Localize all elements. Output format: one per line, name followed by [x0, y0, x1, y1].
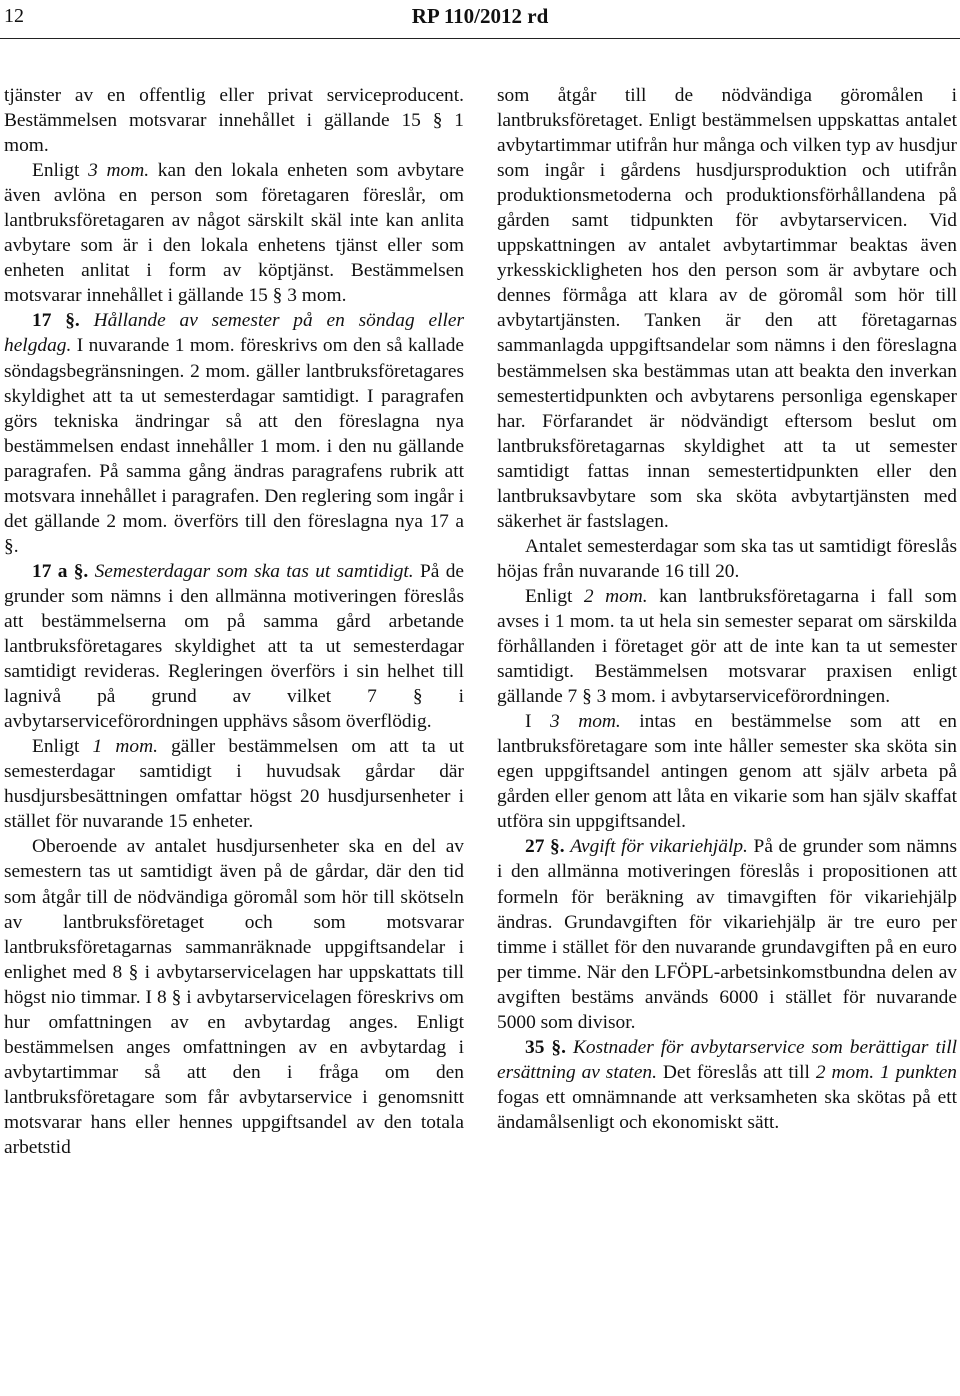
paragraph: tjänster av en offentlig eller privat serviceproducent. Bestämmelsen motsvarar innehållet i gällande 15 § 1 mom. [4, 85, 464, 157]
paragraph: Enligt 1 mom. gäller bestämmelsen om att ta ut semesterdagar samtidigt i huvudsak gårdar där husdjursbesättningen omfattar högst 20 husdjursenheter i stället för nuvarande 15 enheter. [4, 736, 465, 833]
document-title: RP 110/2012 rd [411, 4, 549, 28]
left-column [4, 83, 464, 1160]
paragraph: 17 §. Hållande av semester på en söndag eller helgdag. I nuvarande 1 mom. föreskrivs om den så kallade söndagsbegränsningen. 2 mom. gäller lantbruksföretagares skyldighet att ta ut semesterdagar samtidigt. I paragrafen görs tekniska ändringar så att den föreslagna nya bestämmelsen endast innehåller 1 mom. i den nu gällande paragrafen. På samma gång ändras paragrafens rubrik att motsvara innehållet i paragrafen. Den reglering som ingår i det gällande 2 mom. överförs till den föreslagna nya 17 a §. [4, 310, 464, 557]
paragraph: Antalet semesterdagar som ska tas ut samtidigt föreslås höjas från nuvarande 16 till 20. [497, 535, 957, 582]
paragraph: 27 §. Avgift för vikariehjälp. På de grunder som nämns i den allmänna motiveringen föreslås i propositionen att formeln för beräkning av timavgiften för vikariehjälp ändras. Grundavgiften för vikariehjälp är tre euro per timme i stället för den nuvarande grundavgiften på en euro per timme. När den LFÖPL-arbetsinkomstbundna delen av avgiften bestäms används 6000 i stället för nuvarande 5000 som divisor. [497, 836, 958, 1033]
paragraph: Oberoende av antalet husdjursenheter ska en del av semestern tas ut samtidigt även på de gårdar, där den tid som åtgår till de nödvändiga göromål som hör till skötseln av lantbruksföretaget och som motsvarar lantbruksföretagarnas sammanräknade uppgiftsandelar i enlighet med 8 § i avbytarservicelagen har uppskattats till högst nio timmar. I 8 § i avbytarservicelagen föreskrivs om hur omfattningen av en avbytardag anges. Enligt bestämmelsen anges omfattningen av en avbytardag i avbytartimmar så att den i fråga om den lantbruksföretagare som får avbytarservice i genomsnitt motsvarar hans eller hennes uppgiftsandel av den totala arbetstid [4, 836, 464, 1158]
paragraph: 35 §. Kostnader för avbytarservice som berättigar till ersättning av staten. Det föreslås att till 2 mom. 1 punkten fogas ett omnämnande att verksamheten ska skötas på ett ändamålsenligt och ekonomiskt sätt. [497, 1036, 958, 1133]
paragraph: 17 a §. Semesterdagar som ska tas ut samtidigt. På de grunder som nämns i den allmänna motiveringen föreslås att bestämmelserna om på samma gård arbetande lantbruksföretagares skyldighet att ta ut semesterdagar samtidigt revideras. Regleringen överförs i sin helhet till lagnivå på grund av vilket 7 § i avbytarserviceförordningen upphävs såsom överflödig. [4, 560, 464, 733]
paragraph: som åtgår till de nödvändiga göromålen i lantbruksföretaget. Enligt bestämmelsen uppskattas antalet avbytartimmar utifrån hur många och vilken typ av husdjur som ingår i gårdens husdjursproduktion och utifrån produktionsmetoderna och produktionsförhållandena på gården samt tidpunkten för avbytarservicen. Vid uppskattningen av antalet avbytartimmar beaktas även yrkesskickligheten hos den person som är avbytare och dennes förmåga att klara av de göromål som hör till avbytartjänsten. Tanken är den att företagarnas sammanlagda uppgiftsandelar som nämns i den föreslagna bestämmelsen ska bestämmas utan att beakta den inverkan semestertidpunkten och avbytarens personliga egenskaper har. Förfarandet är nödvändigt eftersom beslut om lantbruksföretagarnas skyldighet att ta ut semester samtidigt fattas innan semestertidpunkten eller den lantbruksavbytare som ska sköta avbytartjänsten med säkerhet är fastslagen. [497, 85, 957, 532]
header-rule [0, 38, 960, 39]
page-header [0, 0, 960, 40]
paragraph: Enligt 3 mom. kan den lokala enheten som avbytare även avlöna en person som företagaren föreslår, om lantbruksföretagaren av något särskilt skäl inte kan anlita avbytare som är i den lokala enhetens tjänst eller som enheten anlitat i form av köptjänst. Bestämmelsen motsvarar innehållet i gällande 15 § 3 mom. [4, 160, 465, 307]
page-number: 12 [4, 5, 24, 27]
paragraph: Enligt 2 mom. kan lantbruksföretagarna i fall som avses i 1 mom. ta ut hela sin semester separat om särskilda förhållanden i företaget gör att de inte kan ta ut semester samtidigt. Bestämmelsen motsvarar praxisen enligt gällande 7 § 3 mom. i avbytarserviceförordningen. [497, 585, 958, 708]
right-column [497, 83, 957, 1135]
paragraph: I 3 mom. intas en bestämmelse som att en lantbruksföretagare som inte håller semester ska sköta sin egen uppgiftsandel antingen genom att själv arbeta på gården eller genom att låta en vikarie som han själv skaffat utföra sin uppgiftsandel. [497, 711, 958, 833]
